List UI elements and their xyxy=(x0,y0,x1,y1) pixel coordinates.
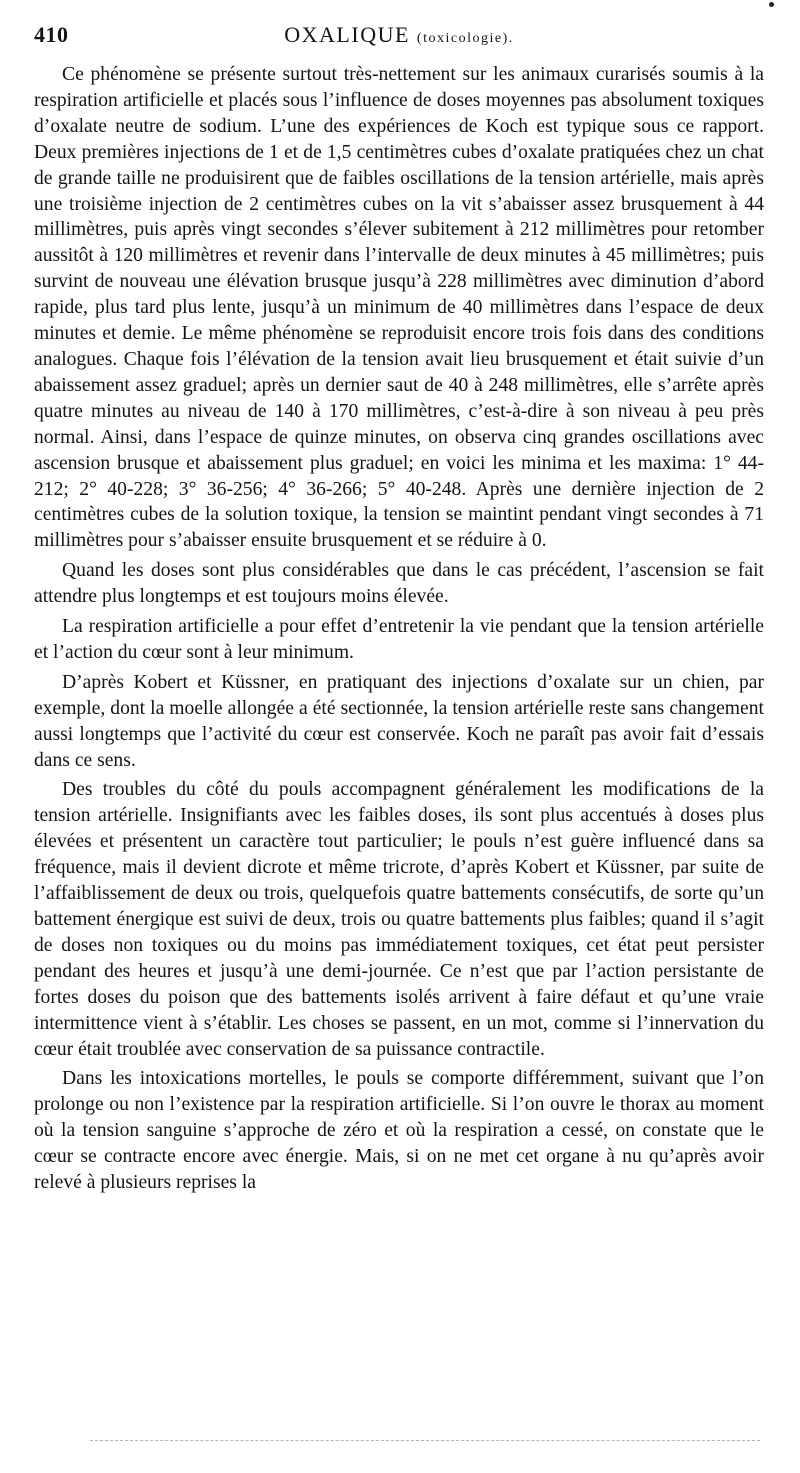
running-head xyxy=(94,22,764,48)
paragraph: Des troubles du côté du pouls accompagnent généralement les modifications de la tension artérielle. Insignifiants avec les faibles doses, ils sont plus accentués à doses plus élevées et présentent un caractère tout particulier; le pouls n’est guère influencé dans sa fréquence, mais il devient dicrote et même tricrote, d’après Kobert et Küssner, par suite de l’affaiblissement de deux ou trois, quelquefois quatre battements consécutifs, de sorte qu’un battement énergique est suivi de deux, trois ou quatre battements plus faibles; quand il s’agit de doses non toxiques ou du moins pas immédiatement toxiques, cet état peut persister pendant des heures et jusqu’à une demi-journée. Ce n’est que par l’action persistante de fortes doses du poison que des battements isolés arrivent à faire défaut et qu’une vraie intermittence vient à s’établir. Les choses se passent, en un mot, comme si l’innervation du cœur était troublée avec conservation de sa puissance contractile. xyxy=(34,779,764,1060)
paragraph: Ce phénomène se présente surtout très-nettement sur les animaux curarisés soumis à la respiration artificielle et placés sous l’influence de doses moyennes pas absolument toxiques d’oxalate neutre de sodium. L’une des expériences de Koch est typique sous ce rapport. Deux premières injections de 1 et de 1,5 centimètres cubes d’oxalate pratiquées chez un chat de grande taille ne produisirent que de faibles oscillations de la tension artérielle, mais après une troisième injection de 2 centimètres cubes on la vit s’abaisser assez brusquement à 44 millimètres, puis après vingt secondes s’élever subitement à 212 millimètres pour retomber aussitôt à 120 millimètres et revenir dans l’intervalle de deux minutes à 45 millimètres; puis survint de nouveau une élévation brusque jusqu’à 228 millimètres avec diminution d’abord rapide, plus tard plus lente, jusqu’à un minimum de 40 millimètres dans l’espace de deux minutes et demie. Le même phénomène se reproduisit encore trois fois dans des conditions analogues. Chaque fois l’élévation de la tension avait lieu brusquement et était suivie d’un abaissement assez graduel; après un dernier saut de 40 à 248 millimètres, elle s’arrête après quatre minutes au niveau de 140 à 170 millimètres, c’est-à-dire à son niveau à peu près normal. Ainsi, dans l’espace de quinze minutes, on observa cinq grandes oscillations avec ascension brusque et abaissement plus graduel; en voici les minima et les maxima: 1° 44-212; 2° 40-228; 3° 36-256; 4° 36-266; 5° 40-248. Après une dernière injection de 2 centimètres cubes de la solution toxique, la tension se maintint pendant vingt secondes à 71 millimètres pour s’abaisser ensuite brusquement et se réduire à 0. xyxy=(34,64,764,552)
running-head-main: OXALIQUE xyxy=(284,22,410,47)
paragraph: Quand les doses sont plus considérables que dans le cas précédent, l’ascension se fait attendre plus longtemps et est toujours moins élevée. xyxy=(34,560,764,608)
paragraph: Dans les intoxications mortelles, le pouls se comporte différemment, suivant que l’on prolonge ou non l’existence par la respiration artificielle. Si l’on ouvre le thorax au moment où la tension sanguine s’approche de zéro et où la respiration a cessé, on constate que le cœur se contracte encore avec énergie. Mais, si on ne met cet organe à nu qu’après avoir relevé à plusieurs reprises la xyxy=(34,1068,764,1194)
page-number: 410 xyxy=(34,22,69,47)
body-text xyxy=(34,62,764,1200)
paragraph: La respiration artificielle a pour effet d’entretenir la vie pendant que la tension artérielle et l’action du cœur sont à leur minimum. xyxy=(34,616,764,663)
footer-rule xyxy=(90,1440,760,1441)
page-header xyxy=(34,22,764,62)
running-head-sub: (toxicologie). xyxy=(416,31,514,46)
paragraph: D’après Kobert et Küssner, en pratiquant des injections d’oxalate sur un chien, par exemple, dont la moelle allongée a été sectionnée, la tension artérielle reste sans changement aussi longtemps que l’activité du cœur est conservée. Koch ne paraît pas avoir fait d’essais dans ce sens. xyxy=(34,671,764,771)
page-speck xyxy=(769,2,774,7)
